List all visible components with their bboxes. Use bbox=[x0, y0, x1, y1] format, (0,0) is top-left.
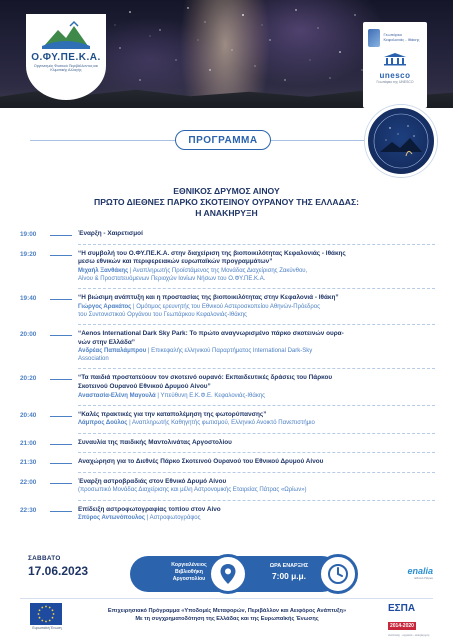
venue-line-1: Κοργιαλένειος bbox=[171, 562, 207, 568]
time-dash bbox=[50, 255, 72, 256]
clock-icon bbox=[318, 554, 358, 594]
night-sky-hero bbox=[0, 0, 453, 108]
title-line-2: ΠΡΩΤΟ ΔΙΕΘΝΕΣ ΠΑΡΚΟ ΣΚΟΤΕΙΝΟΥ ΟΥΡΑΝΟΥ ΤΗΣ ΕΛΛΑΔΑΣ: bbox=[93, 197, 359, 208]
clock-glyph bbox=[327, 563, 349, 585]
schedule-heading: νών στην Ελλάδα” bbox=[78, 338, 135, 346]
schedule-body bbox=[78, 411, 435, 428]
schedule-time: 20:40 bbox=[20, 411, 37, 419]
eu-stars-icon bbox=[36, 604, 56, 624]
geopark-icon bbox=[368, 29, 380, 47]
seal-emblem-icon bbox=[368, 108, 434, 174]
ofypeka-logo bbox=[26, 14, 106, 100]
programme-label: ΠΡΟΓΡΑΜΜΑ bbox=[175, 130, 271, 150]
schedule-heading: “Τα παιδιά προστατεύουν τον σκοτεινό ουρανό: Εκπαιδευτικές δράσεις του Πάρκου bbox=[78, 374, 333, 382]
schedule-separator bbox=[78, 405, 435, 406]
time-dash bbox=[50, 235, 72, 236]
schedule-item bbox=[20, 478, 435, 495]
eu-flag-icon bbox=[30, 603, 62, 625]
espa-years: 2014-2020 bbox=[390, 623, 414, 629]
speaker-role: | Επικεφαλής ελληνικού Παραρτήματος International Dark-Sky bbox=[147, 348, 313, 355]
schedule-body bbox=[78, 294, 435, 319]
espa-word: ΕΣΠΑ bbox=[388, 603, 416, 614]
speaker-name: Ανδρέας Παπαλάμπρου bbox=[78, 348, 147, 355]
schedule-description bbox=[78, 267, 435, 275]
schedule-body bbox=[78, 250, 435, 283]
schedule-item bbox=[20, 230, 435, 239]
schedule-item bbox=[20, 439, 435, 448]
event-title bbox=[60, 186, 393, 220]
title-line-3: Η ΑΝΑΚΗΡΥΞΗ bbox=[195, 208, 258, 219]
schedule-time: 21:30 bbox=[20, 459, 37, 467]
schedule-description bbox=[78, 303, 435, 311]
schedule-heading: “Η συμβολή του Ο.ΦΥ.ΠΕ.Κ.Α. στην διαχείριση της βιοποικιλότητας Κεφαλονιάς - Ιθάκης bbox=[78, 249, 346, 257]
schedule-separator bbox=[78, 452, 435, 453]
programme-schedule bbox=[20, 230, 435, 522]
espa-logo bbox=[388, 603, 434, 637]
funding-line-1: Επιχειρησιακό Πρόγραμμα «Υποδομές Μεταφορών, Περιβάλλον και Αειφόρος Ανάπτυξη» bbox=[107, 608, 347, 614]
mountain-logo-icon bbox=[40, 20, 92, 50]
logo-name: Ο.ΦΥ.ΠΕ.Κ.Α. bbox=[31, 52, 101, 63]
unesco-temple-icon bbox=[382, 52, 408, 66]
schedule-time: 19:00 bbox=[20, 231, 37, 238]
start-time-block bbox=[262, 563, 316, 581]
schedule-item bbox=[20, 374, 435, 399]
schedule-time: 20:00 bbox=[20, 330, 37, 338]
speaker-role: Association bbox=[78, 356, 109, 363]
speaker-role: | Ομότιμος ερευνητής του Εθνικού Αστεροσκοπείου Αθηνών-Πρόεδρος bbox=[132, 303, 320, 310]
schedule-heading: “Η βιώσιμη ανάπτυξη και η προστασίας της βιοποικιλότητας στην Κεφαλονιά - Ιθάκη” bbox=[78, 294, 339, 302]
speaker-role: | Αναπληρωτής Προϊστάμενος της Μονάδας Διαχείρισης Ζακύνθου, bbox=[129, 267, 308, 274]
enalia-brand: enalia bbox=[407, 566, 433, 576]
geopark-unesco-logos bbox=[363, 22, 427, 108]
schedule-description bbox=[78, 275, 435, 283]
footer-divider bbox=[20, 598, 433, 599]
title-line-1: ΕΘΝΙΚΟΣ ΔΡΥΜΟΣ ΑΙΝΟΥ bbox=[173, 186, 280, 196]
pin-glyph bbox=[219, 563, 237, 585]
schedule-heading: “Καλές πρακτικές για την καταπολέμηση της φωτορύπανσης” bbox=[78, 410, 267, 418]
start-time-value: 7:00 μ.μ. bbox=[272, 571, 306, 581]
schedule-body bbox=[78, 374, 435, 399]
schedule-time: 19:20 bbox=[20, 250, 37, 258]
start-time-label: ΩΡΑ ΕΝΑΡΞΗΣ bbox=[269, 563, 309, 569]
schedule-item bbox=[20, 506, 435, 523]
schedule-body bbox=[78, 230, 435, 239]
schedule-time: 21:00 bbox=[20, 439, 37, 447]
schedule-time: 22:30 bbox=[20, 506, 37, 514]
schedule-description bbox=[78, 347, 435, 355]
schedule-description bbox=[78, 355, 435, 363]
schedule-separator bbox=[78, 433, 435, 434]
event-day: ΣΑΒΒΑΤΟ bbox=[28, 555, 61, 562]
schedule-separator bbox=[78, 472, 435, 473]
schedule-description bbox=[78, 392, 435, 400]
enalia-caption: Εθνικό Πάρκο bbox=[414, 576, 433, 580]
dark-sky-park-seal bbox=[365, 105, 437, 177]
schedule-heading: Έναρξη αστροβραδιάς στον Εθνικό Δρυμό Αίνου bbox=[78, 477, 227, 485]
time-dash bbox=[50, 444, 72, 445]
eu-caption: Ευρωπαϊκή Ένωση bbox=[32, 626, 62, 630]
speaker-role: | Αναπληρωτής Καθηγητής φωτισμού, Ελληνικό Ανοικτό Πανεπιστήμιο bbox=[129, 420, 315, 427]
schedule-separator bbox=[78, 244, 435, 245]
schedule-item bbox=[20, 294, 435, 319]
schedule-item bbox=[20, 411, 435, 428]
time-dash bbox=[50, 299, 72, 300]
schedule-time: 19:40 bbox=[20, 295, 37, 303]
speaker-role: | Αστροφωτογράφος bbox=[146, 515, 201, 522]
schedule-body bbox=[78, 478, 435, 495]
schedule-heading: “Aenos International Dark Sky Park: Το πρώτο αναγνωρισμένο πάρκο σκοτεινών ουρα- bbox=[78, 329, 344, 337]
speaker-name: Λάμπρος Δούλος bbox=[78, 420, 128, 427]
time-dash bbox=[50, 463, 72, 464]
schedule-separator bbox=[78, 324, 435, 325]
geopark-text: Γεωπάρκο Κεφαλονιάς - Ιθάκης bbox=[383, 32, 420, 42]
schedule-body bbox=[78, 506, 435, 523]
speaker-name: Μιχαήλ Ξανθάκης bbox=[78, 267, 129, 274]
schedule-time: 22:00 bbox=[20, 478, 37, 486]
logo-subtitle: Οργανισμός Φυσικού Περιβάλλοντος και Κλιματικής Αλλαγής bbox=[33, 64, 99, 73]
schedule-heading: μεσω εθνικών και περιφερειακών ευρωπαϊκών προγραμμάτων” bbox=[78, 258, 273, 266]
schedule-body bbox=[78, 458, 435, 467]
unesco-caption: Γεωπάρκο της UNESCO bbox=[376, 80, 414, 84]
geopark-logo bbox=[368, 28, 422, 48]
event-date-value: 17.06.2023 bbox=[28, 564, 89, 578]
schedule-description bbox=[78, 419, 435, 427]
speaker-name: Σπύρος Αντωνόπουλος bbox=[78, 515, 146, 522]
schedule-description bbox=[78, 311, 435, 319]
funding-statement bbox=[100, 607, 354, 623]
venue-line-3: Αργοστολίου bbox=[172, 576, 206, 583]
time-dash bbox=[50, 416, 72, 417]
speaker-role: του Συντονιστικού Οργάνου του Γεωπάρκου Κεφαλονιάς-Ιθάκης bbox=[78, 311, 247, 318]
time-dash bbox=[50, 379, 72, 380]
schedule-heading: Επίδειξη αστροφωτογραφίας τοπίου στον Αίνο bbox=[78, 505, 221, 513]
location-pin-icon bbox=[208, 554, 248, 594]
schedule-heading: Σκοτεινού Ουρανού Εθνικού Δρυμού Αίνου” bbox=[78, 383, 211, 391]
espa-caption: ανάπτυξη - εργασία - αλληλεγγύη bbox=[388, 633, 430, 637]
schedule-item bbox=[20, 330, 435, 363]
schedule-item bbox=[20, 250, 435, 283]
funding-line-2: Με τη συγχρηματοδότηση της Ελλάδας και της Ευρωπαϊκής Ένωσης bbox=[135, 616, 319, 623]
speaker-name: Γιώργος Αρακάτος bbox=[78, 303, 132, 310]
schedule-time: 20:20 bbox=[20, 375, 37, 383]
schedule-item bbox=[20, 458, 435, 467]
schedule-heading: Έναρξη - Χαιρετισμοί bbox=[78, 230, 143, 237]
schedule-separator bbox=[78, 500, 435, 501]
time-dash bbox=[50, 511, 72, 512]
unesco-word: unesco bbox=[379, 71, 411, 80]
time-dash bbox=[50, 483, 72, 484]
speaker-role: | Υπεύθυνη Ε.Κ.Φ.Ε. Κεφαλονιάς-Ιθάκης bbox=[157, 392, 266, 399]
schedule-separator bbox=[78, 368, 435, 369]
schedule-heading: Αναχώρηση για το Διεθνές Πάρκο Σκοτεινού Ουρανού του Εθνικού Δρυμού Αίνου bbox=[78, 458, 324, 466]
speaker-role: Αίνου & Προστατευόμενων Περιοχών Ιονίων Νήσων του Ο.ΦΥ.ΠΕ.Κ.Α. bbox=[78, 276, 266, 283]
schedule-description bbox=[78, 514, 435, 522]
speaker-name: Αναστασία-Ελένη Μαγουλά bbox=[78, 392, 156, 399]
event-date bbox=[28, 555, 108, 578]
venue-line-2: Βιβλιοθήκη bbox=[175, 569, 203, 576]
schedule-separator bbox=[78, 288, 435, 289]
unesco-logo bbox=[368, 52, 422, 84]
schedule-body bbox=[78, 330, 435, 363]
speaker-role: (προσωπικό Μονάδας Διαχείρισης και μέλη Αστρονομικής Εταιρείας Πάτρας «Ωρίων») bbox=[78, 487, 307, 494]
schedule-description bbox=[78, 486, 435, 494]
schedule-heading: Συναυλία της παιδικής Μαντολινάτας Αργοστολίου bbox=[78, 438, 232, 446]
time-dash bbox=[50, 335, 72, 336]
enalia-logo bbox=[385, 566, 433, 580]
schedule-body bbox=[78, 439, 435, 448]
